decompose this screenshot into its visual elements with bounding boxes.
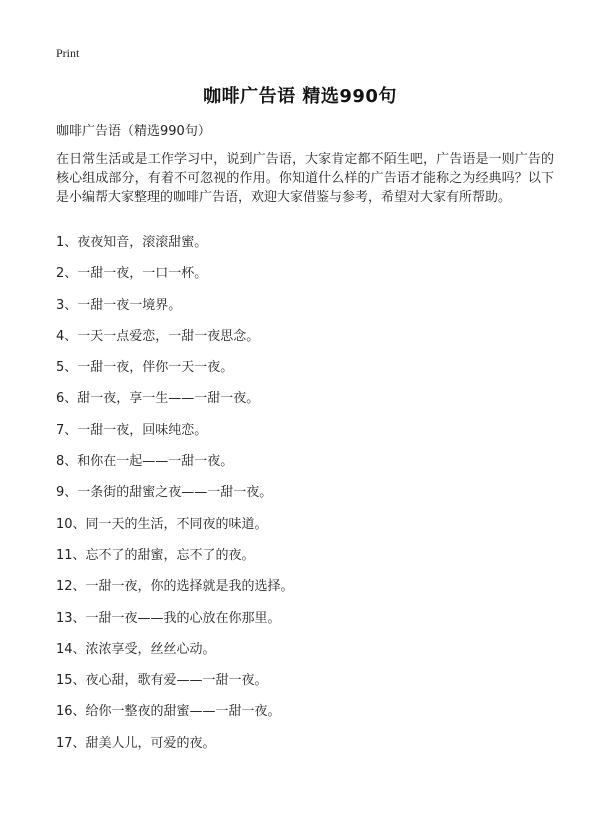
list-item: 4、一天一点爱恋，一甜一夜思念。 bbox=[56, 328, 260, 344]
list-item: 7、一甜一夜，回味纯恋。 bbox=[56, 422, 208, 438]
list-item: 13、一甜一夜——我的心放在你那里。 bbox=[56, 610, 281, 626]
document-subtitle: 咖啡广告语（精选990句） bbox=[56, 124, 211, 139]
list-item: 2、一甜一夜，一口一杯。 bbox=[56, 266, 208, 282]
list-item: 10、同一天的生活，不同夜的味道。 bbox=[56, 516, 268, 532]
list-item: 5、一甜一夜，伴你一天一夜。 bbox=[56, 360, 234, 376]
list-item: 8、和你在一起——一甜一夜。 bbox=[56, 454, 234, 470]
list-item: 12、一甜一夜，你的选择就是我的选择。 bbox=[56, 579, 294, 595]
list-item: 15、夜心甜，歌有爱——一甜一夜。 bbox=[56, 673, 268, 689]
slogan-list bbox=[56, 233, 294, 765]
list-item: 11、忘不了的甜蜜，忘不了的夜。 bbox=[56, 547, 255, 563]
list-item: 16、给你一整夜的甜蜜——一甜一夜。 bbox=[56, 704, 281, 720]
list-item: 9、一条街的甜蜜之夜——一甜一夜。 bbox=[56, 485, 273, 501]
list-item: 1、夜夜知音，滚滚甜蜜。 bbox=[56, 235, 208, 250]
list-item: 6、甜一夜，享一生——一甜一夜。 bbox=[56, 391, 260, 407]
intro-paragraph: 在日常生活或是工作学习中，说到广告语，大家肯定都不陌生吧，广告语是一则广告的核心组成部分，有着不可忽视的作用。你知道什么样的广告语才能称之为经典吗？以下是小编帮大家整理的咖啡广告语，欢迎大家借鉴与参考，希望对大家有所帮助。 bbox=[56, 152, 554, 205]
list-item: 3、一甜一夜一境界。 bbox=[56, 297, 182, 313]
print-label: Print bbox=[56, 46, 80, 60]
list-item: 14、浓浓享受，丝丝心动。 bbox=[56, 641, 216, 657]
document-title: 咖啡广告语 精选990句 bbox=[203, 86, 397, 107]
list-item: 17、甜美人儿，可爱的夜。 bbox=[56, 735, 216, 751]
